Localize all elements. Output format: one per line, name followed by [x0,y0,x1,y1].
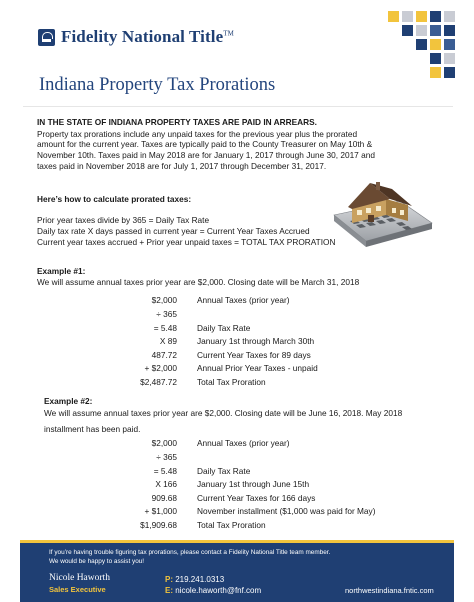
divider [23,106,453,107]
brand-name: Fidelity National Title™ [61,27,234,46]
intro-line: amount for the current year. Taxes are typically paid to the County Treasurer on May 10th & [37,139,373,149]
footer [20,543,454,602]
mosaic-square [416,39,427,50]
calc-label: Current Year Taxes for 89 days [197,350,311,360]
mosaic-square [402,11,413,22]
brand-logo [38,27,234,47]
intro-line: Property tax prorations include any unpaid taxes for the previous year plus the prorated [37,129,358,139]
mosaic-square [402,25,413,36]
footer-note: We would be happy to assist you! [49,558,145,565]
calc-value: 909.68 [151,493,177,503]
mosaic-square [430,11,441,22]
howto-line: Daily tax rate X days passed in current year = Current Year Taxes Accrued [37,226,310,236]
calc-label: Daily Tax Rate [197,466,251,476]
contact-phone: P: 219.241.0313 [165,575,225,584]
calc-value: + $2,000 [144,363,177,373]
mosaic-square [444,25,455,36]
calc-value: $2,000 [151,295,177,305]
house-calculator-icon [330,177,435,250]
contact-role: Sales Executive [49,585,106,594]
fidelity-eagle-icon [38,29,55,46]
mosaic-square [430,67,441,78]
calc-value: X 166 [155,479,177,489]
calc-label: Annual Prior Year Taxes - unpaid [197,363,318,373]
footer-note: If you’re having trouble figuring tax prorations, please contact a Fidelity National Title team member. [49,549,331,556]
calc-label: Current Year Taxes for 166 days [197,493,316,503]
intro-line: November 10th. Taxes paid in May 2018 are for January 1, 2017 through June 30, 2017 and [37,150,375,160]
example1-intro: We will assume annual taxes prior year are $2,000. Closing date will be March 31, 2018 [37,277,360,287]
website-link[interactable]: northwestindiana.fntic.com [345,586,434,595]
example2-table [100,438,420,533]
calc-label: Annual Taxes (prior year) [197,295,290,305]
intro-line: taxes paid in November 2018 are for July 1, 2017 through December 31, 2017. [37,161,327,171]
calc-value: X 89 [159,336,177,346]
mosaic-square [430,25,441,36]
calc-value: 487.72 [151,350,177,360]
calc-label: Daily Tax Rate [197,323,251,333]
example1-table [100,295,400,390]
howto-line: Current year taxes accrued + Prior year unpaid taxes = TOTAL TAX PRORATION [37,237,336,247]
calc-value: $2,000 [151,438,177,448]
contact-email[interactable]: E: nicole.haworth@fnf.com [165,586,262,595]
mosaic-square [416,11,427,22]
calc-value: = 5.48 [153,323,177,333]
mosaic-square [444,11,455,22]
example2-intro: We will assume annual taxes prior year are $2,000. Closing date will be June 16, 2018. May 2018 [44,408,403,418]
calc-value: ÷ 365 [156,309,177,319]
page-title: Indiana Property Tax Prorations [39,75,276,95]
calc-value: + $1,000 [144,506,177,516]
calc-value: = 5.48 [153,466,177,476]
mosaic-square [444,39,455,50]
calc-total-label: Total Tax Proration [197,520,266,530]
calc-value: ÷ 365 [156,452,177,462]
calc-label: Annual Taxes (prior year) [197,438,290,448]
mosaic-square [444,67,455,78]
howto-line: Prior year taxes divide by 365 = Daily Tax Rate [37,215,210,225]
example1-heading: Example #1: [37,266,86,276]
mosaic-square [388,11,399,22]
calc-label: January 1st through March 30th [197,336,315,346]
example2-intro: installment has been paid. [44,424,141,434]
calc-label: November installment ($1,000 was paid for May) [197,506,376,516]
calc-label: January 1st through June 15th [197,479,310,489]
howto-heading: Here’s how to calculate prorated taxes: [37,194,192,204]
mosaic-square [430,53,441,64]
example2-heading: Example #2: [44,396,93,406]
calc-total-value: $2,487.72 [140,377,177,387]
mosaic-square [416,25,427,36]
contact-name: Nicole Haworth [49,573,110,583]
mosaic-square [444,53,455,64]
decorative-mosaic [388,11,458,83]
calc-total-label: Total Tax Proration [197,377,266,387]
calc-total-value: $1,909.68 [140,520,177,530]
mosaic-square [430,39,441,50]
intro-heading: IN THE STATE OF INDIANA PROPERTY TAXES ARE PAID IN ARREARS. [37,117,317,127]
